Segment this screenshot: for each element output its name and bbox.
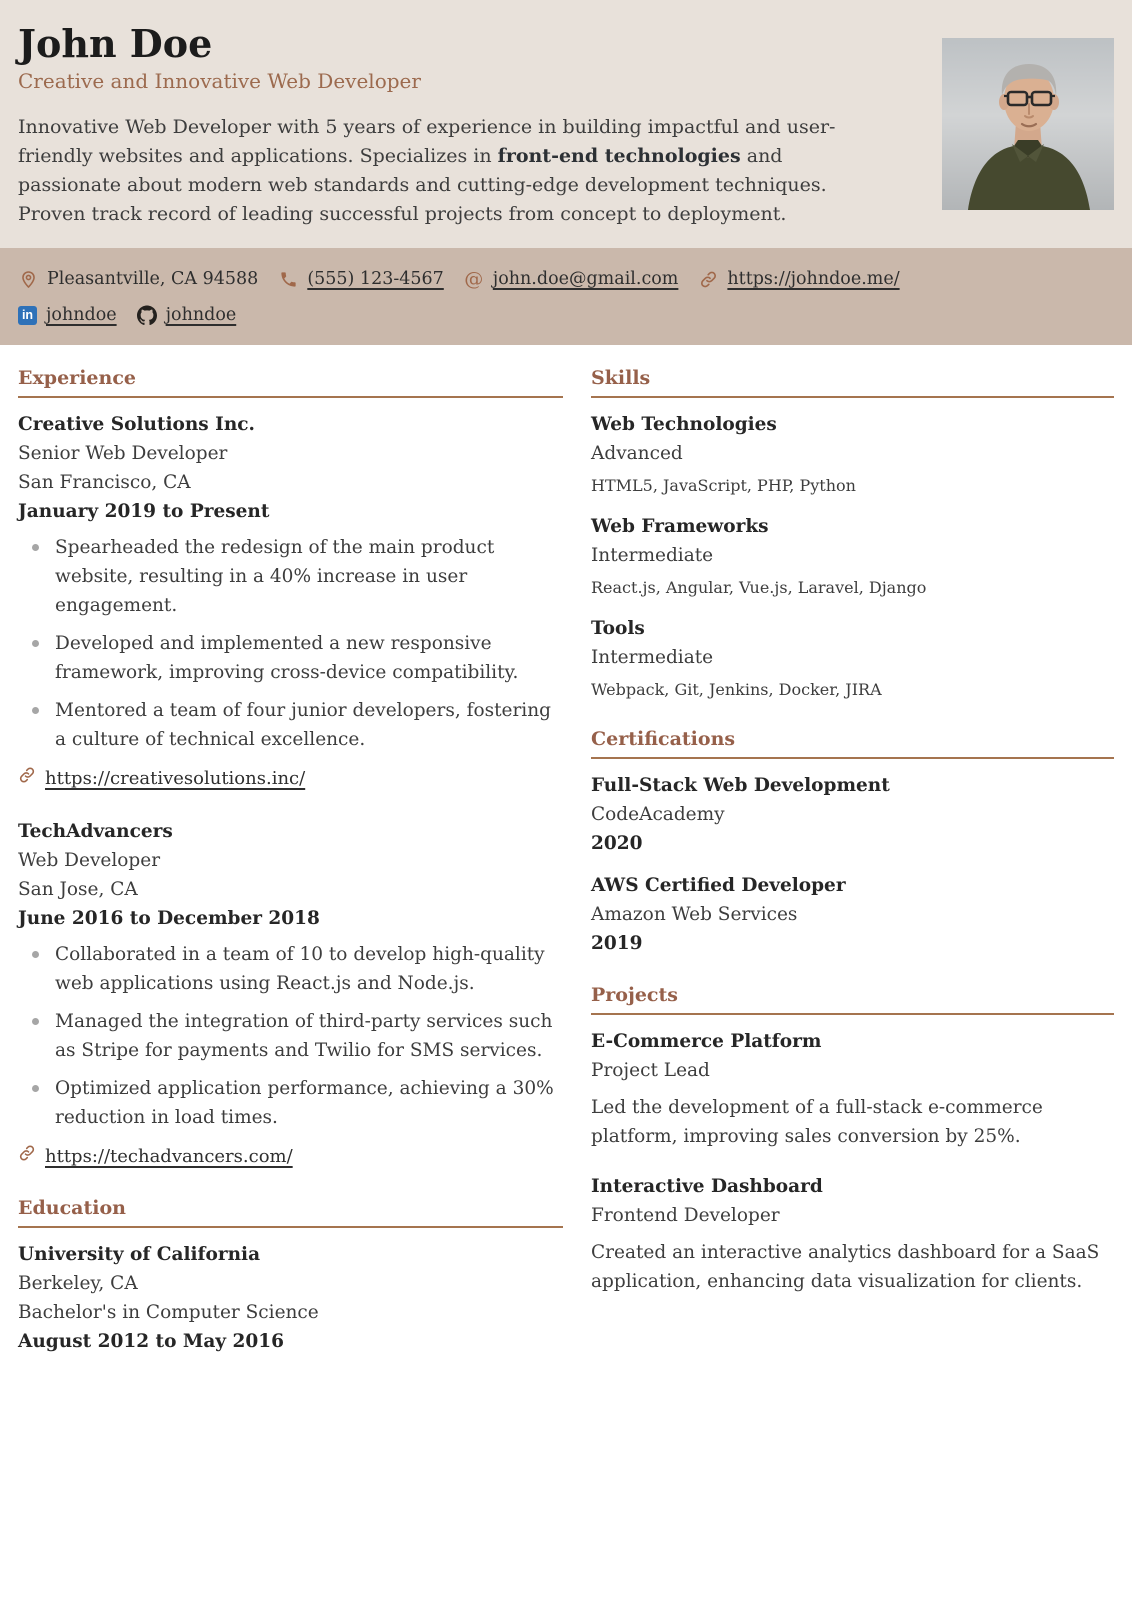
school-location: Berkeley, CA <box>18 1273 138 1294</box>
at-icon: @ <box>464 267 484 290</box>
contact-location <box>18 269 258 289</box>
section-experience <box>18 367 563 1171</box>
contact-website <box>698 269 899 289</box>
link-icon <box>18 1142 36 1171</box>
link-icon <box>18 764 36 793</box>
profile-photo <box>942 38 1114 210</box>
github-icon <box>137 305 157 325</box>
skill-name: Web Frameworks <box>591 516 769 537</box>
skill-level: Advanced <box>591 443 683 464</box>
highlight-item: Developed and implemented a new responsive framework, improving cross-device compatibility. <box>55 629 563 687</box>
header-text <box>18 22 890 229</box>
person-name: John Doe <box>18 21 213 66</box>
portrait-illustration <box>942 38 1114 210</box>
degree: Bachelor's in Computer Science <box>18 1302 319 1323</box>
certification-year: 2019 <box>591 933 643 954</box>
education-item <box>18 1240 563 1356</box>
company-url[interactable]: https://creativesolutions.inc/ <box>45 768 306 789</box>
skill-level: Intermediate <box>591 545 714 566</box>
right-column <box>591 367 1114 1356</box>
main-content <box>0 345 1132 1396</box>
summary-text-1: Innovative Web Developer with 5 years of experience in building impactful and user-friendly websites and applications. Specializes in <box>18 116 836 167</box>
job-dates: January 2019 to Present <box>18 501 270 522</box>
certification-name: Full-Stack Web Development <box>591 775 890 796</box>
summary-bold: front-end technologies <box>497 145 741 167</box>
job-dates: June 2016 to December 2018 <box>18 908 320 929</box>
section-certifications <box>591 728 1114 958</box>
job-role: Senior Web Developer <box>18 443 228 464</box>
company-link-row <box>18 1142 563 1171</box>
location-text: Pleasantville, CA 94588 <box>47 269 259 289</box>
highlight-item: Collaborated in a team of 10 to develop high-quality web applications using React.js and Node.js. <box>55 940 563 998</box>
contact-linkedin <box>18 305 117 325</box>
job-role: Web Developer <box>18 850 161 871</box>
project-role: Frontend Developer <box>591 1205 780 1226</box>
contact-github <box>137 305 237 325</box>
contact-row-1 <box>18 265 1114 293</box>
section-title-skills: Skills <box>591 367 1114 398</box>
project-name: Interactive Dashboard <box>591 1176 823 1197</box>
project-name: E-Commerce Platform <box>591 1031 822 1052</box>
skill-item <box>591 614 1114 702</box>
linkedin-link[interactable]: johndoe <box>46 305 117 325</box>
project-item <box>591 1172 1114 1296</box>
company-url[interactable]: https://techadvancers.com/ <box>45 1146 293 1167</box>
certification-item <box>591 871 1114 958</box>
map-pin-icon <box>18 269 38 289</box>
contact-bar <box>0 248 1132 345</box>
highlight-item: Spearheaded the redesign of the main product website, resulting in a 40% increase in user engagement. <box>55 533 563 620</box>
job-location: San Jose, CA <box>18 879 138 900</box>
company-link-row <box>18 764 563 793</box>
headline: Creative and Innovative Web Developer <box>18 69 421 93</box>
skill-name: Web Technologies <box>591 414 777 435</box>
certification-issuer: CodeAcademy <box>591 804 725 825</box>
linkedin-icon: in <box>18 306 37 325</box>
phone-icon <box>278 269 298 289</box>
contact-email <box>464 269 679 289</box>
project-item <box>591 1027 1114 1151</box>
highlight-item: Mentored a team of four junior developers, fostering a culture of technical excellence. <box>55 696 563 754</box>
left-column <box>18 367 563 1356</box>
skill-keywords: Webpack, Git, Jenkins, Docker, JIRA <box>591 680 882 699</box>
project-description: Created an interactive analytics dashboard for a SaaS application, enhancing data visualization for clients. <box>591 1242 1100 1292</box>
skill-level: Intermediate <box>591 647 714 668</box>
section-skills <box>591 367 1114 702</box>
github-link[interactable]: johndoe <box>165 305 237 325</box>
experience-item <box>18 817 563 1171</box>
section-title-education: Education <box>18 1197 563 1228</box>
school-name: University of California <box>18 1244 261 1265</box>
skill-item <box>591 512 1114 600</box>
company-name: Creative Solutions Inc. <box>18 414 255 435</box>
phone-link[interactable]: (555) 123-4567 <box>307 269 444 289</box>
skill-name: Tools <box>591 618 645 639</box>
highlight-item: Managed the integration of third-party services such as Stripe for payments and Twilio for SMS services. <box>55 1007 563 1065</box>
contact-phone <box>278 269 443 289</box>
company-name: TechAdvancers <box>18 821 173 842</box>
email-link[interactable]: john.doe@gmail.com <box>492 269 679 289</box>
project-role: Project Lead <box>591 1060 710 1081</box>
job-highlights <box>18 940 563 1132</box>
section-title-certifications: Certifications <box>591 728 1114 759</box>
summary <box>18 113 890 229</box>
section-education <box>18 1197 563 1356</box>
skill-keywords: React.js, Angular, Vue.js, Laravel, Django <box>591 578 927 597</box>
highlight-item: Optimized application performance, achieving a 30% reduction in load times. <box>55 1074 563 1132</box>
certification-issuer: Amazon Web Services <box>591 904 798 925</box>
experience-item <box>18 410 563 793</box>
section-title-projects: Projects <box>591 984 1114 1015</box>
website-link[interactable]: https://johndoe.me/ <box>727 269 900 289</box>
skill-keywords: HTML5, JavaScript, PHP, Python <box>591 476 856 495</box>
summary-text-2: and passionate about modern web standards and cutting-edge development techniques. Proven track record of leading successful projects from concept to deployment. <box>18 145 827 225</box>
skill-item <box>591 410 1114 498</box>
resume-header <box>0 0 1132 248</box>
education-dates: August 2012 to May 2016 <box>18 1331 284 1352</box>
job-location: San Francisco, CA <box>18 472 191 493</box>
contact-row-2 <box>18 301 1114 329</box>
certification-item <box>591 771 1114 858</box>
section-projects <box>591 984 1114 1296</box>
project-description: Led the development of a full-stack e-commerce platform, improving sales conversion by 25%. <box>591 1097 1043 1147</box>
link-icon <box>698 269 718 289</box>
section-title-experience: Experience <box>18 367 563 398</box>
certification-year: 2020 <box>591 833 643 854</box>
job-highlights <box>18 533 563 754</box>
certification-name: AWS Certified Developer <box>591 875 846 896</box>
